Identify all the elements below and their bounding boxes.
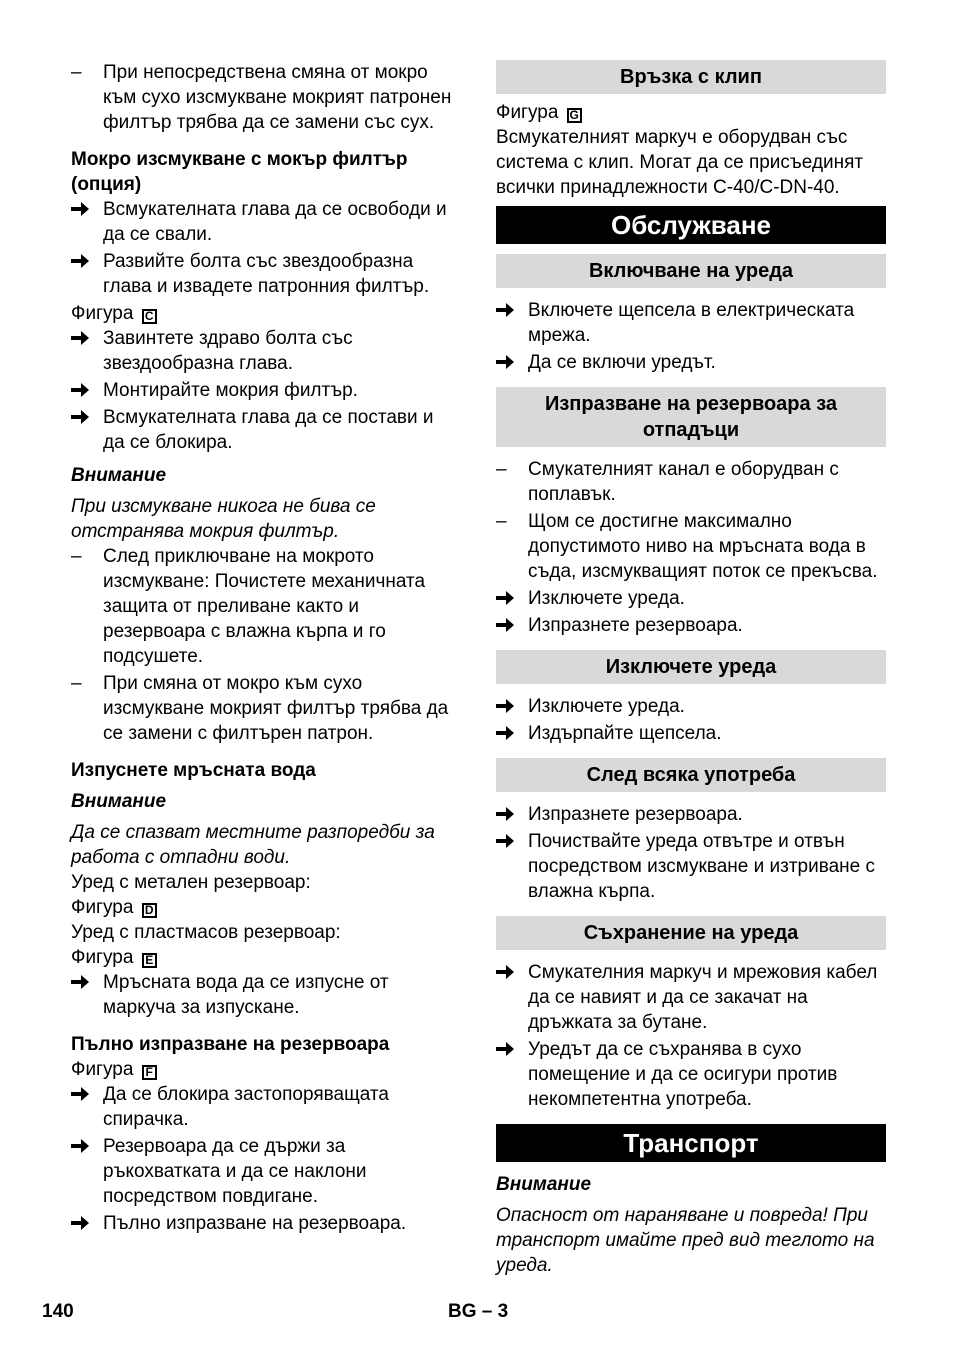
list-item-text: Да се включи уредът. — [528, 352, 716, 373]
arrow-right-icon — [496, 694, 522, 714]
figure-c-icon: C — [142, 309, 157, 324]
list-item — [496, 802, 886, 827]
list-item-text: Почиствайте уреда отвътре и отвън посредством изсмукване и изтриване с влажна кърпа. — [528, 831, 876, 902]
list-item-text: Изпразнете резервоара. — [528, 804, 743, 825]
figure-label: Фигура — [496, 102, 559, 123]
list-item-text: При непосредствена смяна от мокро към сухо изсмукване мокрият патронен филтър трябва да се замени със сух. — [103, 62, 452, 133]
figure-label: Фигура — [71, 1059, 134, 1080]
list-item-text: Пълно изпразване на резервоара. — [103, 1213, 407, 1234]
section-heading-clip: Връзка с клип — [496, 60, 886, 94]
arrow-right-icon — [71, 405, 97, 425]
attention-heading: Внимание — [71, 791, 167, 812]
list-item — [71, 671, 458, 746]
list-item-text: Изпразнете резервоара. — [528, 615, 743, 636]
figure-ref — [496, 100, 886, 125]
metal-tank-text: Уред с метален резервоар: — [71, 872, 311, 893]
page-number: 140 — [42, 1301, 74, 1322]
list-item — [496, 509, 886, 584]
list-item — [496, 721, 886, 746]
list-item — [496, 586, 886, 611]
arrow-right-icon — [71, 1082, 97, 1102]
attention-heading: Внимание — [71, 465, 167, 486]
left-column — [71, 60, 458, 1238]
figure-ref — [71, 1057, 458, 1082]
arrow-right-icon — [496, 613, 522, 633]
list-item-text: Развийте болта със звездообразна глава и извадете патронния филтър. — [103, 251, 430, 297]
figure-label: Фигура — [71, 947, 134, 968]
list-item — [496, 1037, 886, 1112]
list-item-text: Всмукателната глава да се освободи и да се свали. — [103, 199, 447, 245]
clip-text: Всмукателният маркуч е оборудван със система с клип. Могат да се присъединят всички принадлежности C-40/C-DN-40. — [496, 127, 864, 198]
dash-bullet: – — [71, 546, 82, 567]
heading-wet-filter: Мокро изсмукване с мокър филтър (опция) — [71, 149, 408, 195]
arrow-right-icon — [71, 197, 97, 217]
arrow-right-icon — [71, 970, 97, 990]
list-item — [71, 970, 458, 1020]
arrow-right-icon — [496, 829, 522, 849]
attention-text: Опасност от нараняване и повреда! При транспорт имайте пред вид теглото на уреда. — [496, 1205, 875, 1276]
list-item-text: Да се блокира застопоряващата спирачка. — [103, 1084, 389, 1130]
list-item-text: При смяна от мокро към сухо изсмукване мокрият филтър трябва да се замени с филтърен патрон. — [103, 673, 449, 744]
section-heading-empty-tank: Изпразване на резервоара за отпадъци — [496, 387, 886, 447]
list-item — [496, 960, 886, 1035]
arrow-right-icon — [496, 586, 522, 606]
section-heading-switch-off: Изключете уреда — [496, 650, 886, 684]
arrow-right-icon — [496, 802, 522, 822]
list-item — [71, 1211, 458, 1236]
arrow-right-icon — [496, 721, 522, 741]
figure-d-icon: D — [142, 903, 157, 918]
list-item-text: Издърпайте щепсела. — [528, 723, 722, 744]
attention-text: Да се спазват местните разпоредби за работа с отпадни води. — [71, 822, 435, 868]
list-item — [496, 298, 886, 348]
arrow-right-icon — [496, 298, 522, 318]
figure-e-icon: E — [142, 953, 157, 968]
arrow-right-icon — [71, 249, 97, 269]
chapter-heading-transport: Транспорт — [496, 1124, 886, 1162]
list-item — [71, 1134, 458, 1209]
figure-g-icon: G — [567, 108, 582, 123]
list-item-text: Монтирайте мокрия филтър. — [103, 380, 358, 401]
list-item-text: Изключете уреда. — [528, 696, 685, 717]
dash-bullet: – — [71, 673, 82, 694]
list-item — [71, 405, 458, 455]
dash-bullet: – — [71, 62, 82, 83]
list-item-text: Резервоара да се държи за ръкохватката и да се наклони посредством повдигане. — [103, 1136, 367, 1207]
list-item — [496, 694, 886, 719]
list-item — [71, 249, 458, 299]
arrow-right-icon — [496, 350, 522, 370]
list-item — [71, 197, 458, 247]
section-heading-switch-on: Включване на уреда — [496, 254, 886, 288]
figure-label: Фигура — [71, 303, 134, 324]
figure-f-icon: F — [142, 1065, 157, 1080]
list-item — [71, 1082, 458, 1132]
figure-ref — [71, 301, 458, 326]
list-item-text: Изключете уреда. — [528, 588, 685, 609]
list-item-text: Щом се достигне максимално допустимото ниво на мръсната вода в съда, изсмукващият поток се прекъсва. — [528, 511, 878, 582]
figure-label: Фигура — [71, 897, 134, 918]
heading-drain: Изпуснете мръсната вода — [71, 760, 316, 781]
list-item — [71, 60, 458, 135]
arrow-right-icon — [71, 1211, 97, 1231]
heading-full-empty: Пълно изпразване на резервоара — [71, 1034, 390, 1055]
list-item — [496, 457, 886, 507]
figure-ref — [71, 895, 458, 920]
list-item — [496, 350, 886, 375]
list-item — [496, 829, 886, 904]
section-heading-storage: Съхранение на уреда — [496, 916, 886, 950]
language-page-label: BG – 3 — [448, 1301, 509, 1322]
arrow-right-icon — [496, 960, 522, 980]
list-item-text: Уредът да се съхранява в сухо помещение и да се осигури против некомпетентна употреба. — [528, 1039, 838, 1110]
list-item-text: След приключване на мокрото изсмукване: Почистете механичната защита от преливане както и резервоара с влажна кърпа и го подсушете. — [103, 546, 426, 667]
chapter-heading-service: Обслужване — [496, 206, 886, 244]
figure-ref — [71, 945, 458, 970]
attention-heading: Внимание — [496, 1174, 592, 1195]
arrow-right-icon — [71, 1134, 97, 1154]
right-column — [496, 60, 886, 1278]
list-item-text: Завинтете здраво болта със звездообразна глава. — [103, 328, 353, 374]
section-heading-after-use: След всяка употреба — [496, 758, 886, 792]
list-item — [496, 613, 886, 638]
list-item — [71, 544, 458, 669]
list-item-text: Включете щепсела в електрическата мрежа. — [528, 300, 855, 346]
arrow-right-icon — [71, 326, 97, 346]
plastic-tank-text: Уред с пластмасов резервоар: — [71, 922, 341, 943]
attention-text: При изсмукване никога не бива се отстранява мокрия филтър. — [71, 496, 376, 542]
list-item-text: Смукателният канал е оборудван с поплавък. — [528, 459, 839, 505]
arrow-right-icon — [71, 378, 97, 398]
dash-bullet: – — [496, 459, 507, 480]
list-item-text: Смукателния маркуч и мрежовия кабел да се навият и да се закачат на дръжката за бутане. — [528, 962, 878, 1033]
arrow-right-icon — [496, 1037, 522, 1057]
list-item-text: Всмукателната глава да се постави и да се блокира. — [103, 407, 434, 453]
list-item — [71, 326, 458, 376]
list-item-text: Мръсната вода да се изпусне от маркуча за изпускане. — [103, 972, 389, 1018]
list-item — [71, 378, 458, 403]
dash-bullet: – — [496, 511, 507, 532]
